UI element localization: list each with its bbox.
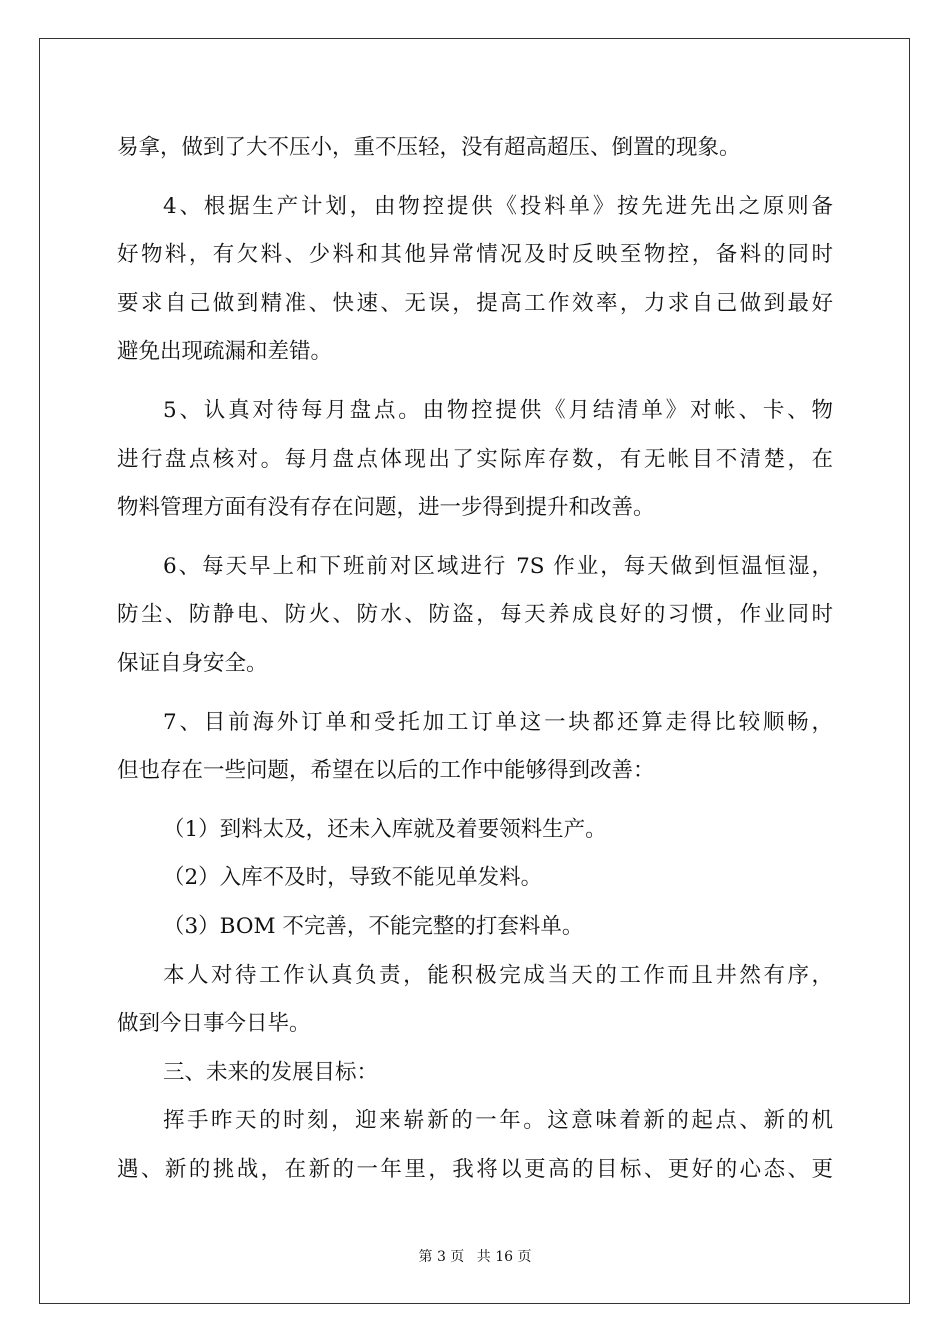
text-line: 防尘、防静电、防火、防水、防盗，每天养成良好的习惯，作业同时 (117, 602, 833, 628)
text-line: 避免出现疏漏和差错。 (117, 339, 333, 365)
text-line: 物料管理方面有没有存在问题，进一步得到提升和改善。 (117, 495, 655, 521)
text-line: 好物料，有欠料、少料和其他异常情况及时反映至物控，备料的同时 (117, 242, 833, 268)
text-line: 做到今日事今日毕。 (117, 1011, 311, 1037)
text-line: （1）到料太及，还未入库就及着要领料生产。 (163, 816, 607, 842)
text-line: 要求自己做到精准、快速、无误，提高工作效率，力求自己做到最好 (117, 290, 833, 316)
text-line: 4、根据生产计划，由物控提供《投料单》按先进先出之原则备 (163, 193, 833, 219)
paragraph-gap (117, 796, 833, 806)
text-line: 挥手昨天的时刻，迎来崭新的一年。这意味着新的起点、新的机 (163, 1108, 833, 1134)
page-footer (0, 1246, 950, 1266)
text-line: 遇、新的挑战，在新的一年里，我将以更高的目标、更好的心态、更 (117, 1156, 833, 1182)
text-line: 但也存在一些问题，希望在以后的工作中能够得到改善： (117, 758, 655, 784)
paragraph-gap (117, 377, 833, 387)
paragraph-gap (117, 173, 833, 183)
text-line: 6、每天早上和下班前对区域进行 7S 作业，每天做到恒温恒湿， (163, 553, 833, 579)
paragraph-gap (117, 533, 833, 543)
section-heading: 三、未来的发展目标： (163, 1059, 379, 1085)
document-body (117, 124, 833, 1194)
text-line: 易拿，做到了大不压小，重不压轻，没有超高超压、倒置的现象。 (117, 135, 741, 160)
paragraph-gap (117, 689, 833, 699)
page-number: 第 3 页 (418, 1249, 465, 1265)
text-line: （3）BOM 不完善，不能完整的打套料单。 (163, 913, 584, 939)
text-line: 7、目前海外订单和受托加工订单这一块都还算走得比较顺畅， (163, 709, 833, 735)
text-line: 保证自身安全。 (117, 650, 268, 676)
text-line: 本人对待工作认真负责，能积极完成当天的工作而且井然有序， (163, 962, 833, 988)
text-line: （2）入库不及时，导致不能见单发料。 (163, 865, 543, 891)
text-line: 5、认真对待每月盘点。由物控提供《月结清单》对帐、卡、物 (163, 397, 833, 423)
text-line: 进行盘点核对。每月盘点体现出了实际库存数，有无帐目不清楚，在 (117, 446, 833, 472)
page-total: 共 16 页 (476, 1249, 532, 1265)
